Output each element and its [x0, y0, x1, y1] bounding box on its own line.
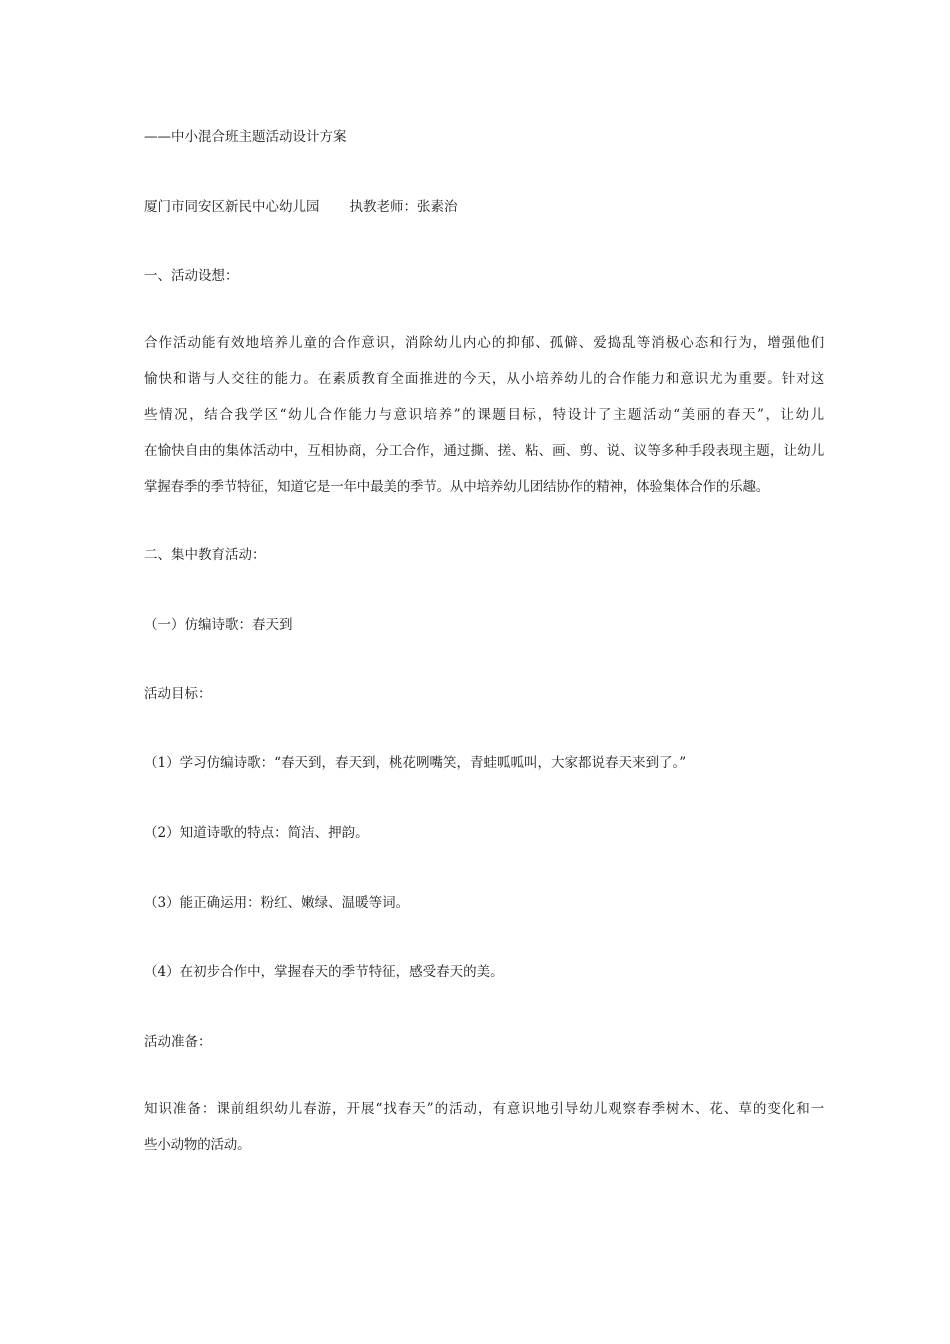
- paragraph-line: 合作活动能有效地培养儿童的合作意识，消除幼儿内心的抑郁、孤僻、爱捣乱等消极心态和行为，增强他们: [144, 335, 824, 351]
- paragraph-line: 知识准备：课前组织幼儿春游，开展“找春天”的活动，有意识地引导幼儿观察春季树木、花、草的变化和一: [144, 1101, 824, 1117]
- teacher-name: 执教老师：张素治: [349, 199, 458, 215]
- goals-heading: 活动目标：: [144, 686, 212, 702]
- section-heading-idea: 一、活动设想：: [144, 268, 239, 284]
- activity-title: （一）仿编诗歌：春天到: [144, 617, 293, 633]
- paragraph-line: 掌握春季的季节特征，知道它是一年中最美的季节。从中培养幼儿团结协作的精神，体验集体合作的乐趣。: [144, 479, 770, 495]
- paragraph-line: 些情况，结合我学区“幼儿合作能力与意识培养”的课题目标，特设计了主题活动“美丽的春天”，让幼儿: [144, 407, 824, 423]
- paragraph-line: 些小动物的活动。: [144, 1137, 251, 1153]
- prep-heading: 活动准备：: [144, 1034, 212, 1050]
- goal-item-2: （2）知道诗歌的特点：简洁、押韵。: [144, 825, 369, 841]
- paragraph-line: 在愉快自由的集体活动中，互相协商，分工合作，通过撕、搓、粘、画、剪、说、议等多种手段表现主题，让幼儿: [144, 443, 824, 459]
- goal-item-4: （4）在初步合作中，掌握春天的季节特征，感受春天的美。: [144, 964, 504, 980]
- section-heading-education: 二、集中教育活动：: [144, 547, 266, 563]
- paragraph-line: 愉快和谐与人交往的能力。在素质教育全面推进的今天，从小培养幼儿的合作能力和意识尤为重要。针对这: [144, 371, 824, 387]
- goal-item-3: （3）能正确运用：粉红、嫩绿、温暖等词。: [144, 895, 410, 911]
- school-name: 厦门市同安区新民中心幼儿园: [144, 199, 320, 215]
- document-subtitle: ——中小混合班主题活动设计方案: [144, 129, 347, 145]
- prep-paragraph: [144, 1091, 824, 1163]
- section-idea-paragraph: [144, 325, 824, 505]
- goal-item-1: （1）学习仿编诗歌：“春天到，春天到，桃花咧嘴笑，青蛙呱呱叫，大家都说春天来到了。”: [144, 755, 687, 771]
- author-line: [144, 197, 814, 217]
